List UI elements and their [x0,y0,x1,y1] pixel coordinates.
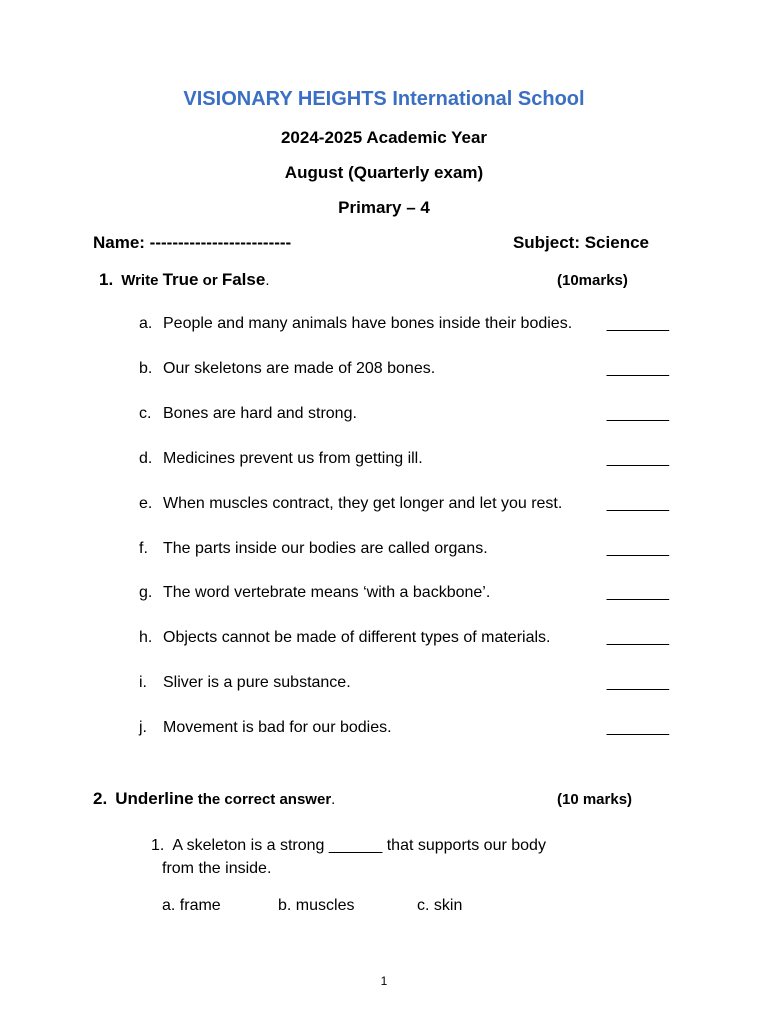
item-letter: g. [139,584,153,602]
section-1-heading [99,270,270,290]
item-letter: c. [139,404,152,422]
item-statement: Bones are hard and strong. [163,404,357,422]
exam-title: August (Quarterly exam) [284,163,484,182]
section-1-period: . [265,272,270,289]
item-letter: a. [139,315,153,332]
true-false-item [139,629,669,651]
true-false-item [139,450,669,472]
section-2-number: 2. [93,789,108,808]
mcq-question-number: 1. [151,837,165,854]
true-false-item [139,540,669,562]
section-2-heading [93,789,335,809]
item-letter: h. [139,629,153,647]
section-1-write: Write [121,272,159,289]
item-statement: People and many animals have bones inside their bodies. [163,315,573,332]
true-false-item [139,674,669,696]
answer-blank[interactable]: _______ [606,315,669,332]
answer-blank[interactable]: _______ [606,494,669,512]
section-1-or: or [202,272,218,289]
item-letter: i. [139,674,147,692]
section-1-true: True [162,270,199,289]
item-statement: Objects cannot be made of different types of materials. [163,629,551,647]
answer-blank[interactable]: _______ [606,584,669,602]
section-2-instruction: the correct answer [197,791,332,808]
true-false-item [139,495,669,517]
school-name: VISIONARY HEIGHTS International School [183,88,585,110]
true-false-item [139,719,669,741]
answer-blank[interactable]: _______ [606,404,669,422]
answer-blank[interactable]: _______ [606,449,669,467]
name-label: Name: ------------------------- [93,233,292,252]
answer-blank[interactable]: _______ [606,719,669,737]
section-2-period: . [331,791,336,808]
item-statement: Medicines prevent us from getting ill. [163,449,423,467]
option-muscles[interactable]: b. muscles [278,897,355,914]
section-2-marks: (10 marks) [557,791,633,808]
grade-level: Primary – 4 [338,198,430,217]
mcq-question-1 [151,834,581,880]
page-number: 1 [380,974,388,988]
section-2-underline: Underline [115,789,194,808]
mcq-question-line-2: from the inside. [162,860,272,877]
option-frame[interactable]: a. frame [162,897,221,914]
true-false-item [139,315,669,337]
answer-blank[interactable]: _______ [606,539,669,557]
item-statement: When muscles contract, they get longer and let you rest. [163,494,563,512]
item-statement: Movement is bad for our bodies. [163,719,392,737]
section-1-number: 1. [99,270,114,289]
item-statement: The parts inside our bodies are called organs. [163,539,488,557]
true-false-item [139,405,669,427]
answer-blank[interactable]: _______ [606,674,669,692]
answer-blank[interactable]: _______ [606,359,669,377]
true-false-item [139,360,669,382]
mcq-question-line-1: A skeleton is a strong ______ that supports our body [172,837,546,854]
item-letter: f. [139,539,148,557]
item-letter: d. [139,449,153,467]
true-false-item [139,584,669,606]
section-1-false: False [221,270,266,289]
item-statement: Our skeletons are made of 208 bones. [163,359,436,377]
subject-label: Subject: Science [512,233,649,252]
name-subject-row [93,233,649,253]
item-letter: e. [139,494,153,512]
item-letter: b. [139,359,153,377]
academic-year: 2024-2025 Academic Year [280,128,488,147]
item-statement: Sliver is a pure substance. [163,674,351,692]
answer-blank[interactable]: _______ [606,629,669,647]
option-skin[interactable]: c. skin [417,897,463,914]
item-statement: The word vertebrate means ‘with a backbone’. [163,584,491,602]
item-letter: j. [139,719,147,737]
section-1-marks: (10marks) [557,272,628,289]
